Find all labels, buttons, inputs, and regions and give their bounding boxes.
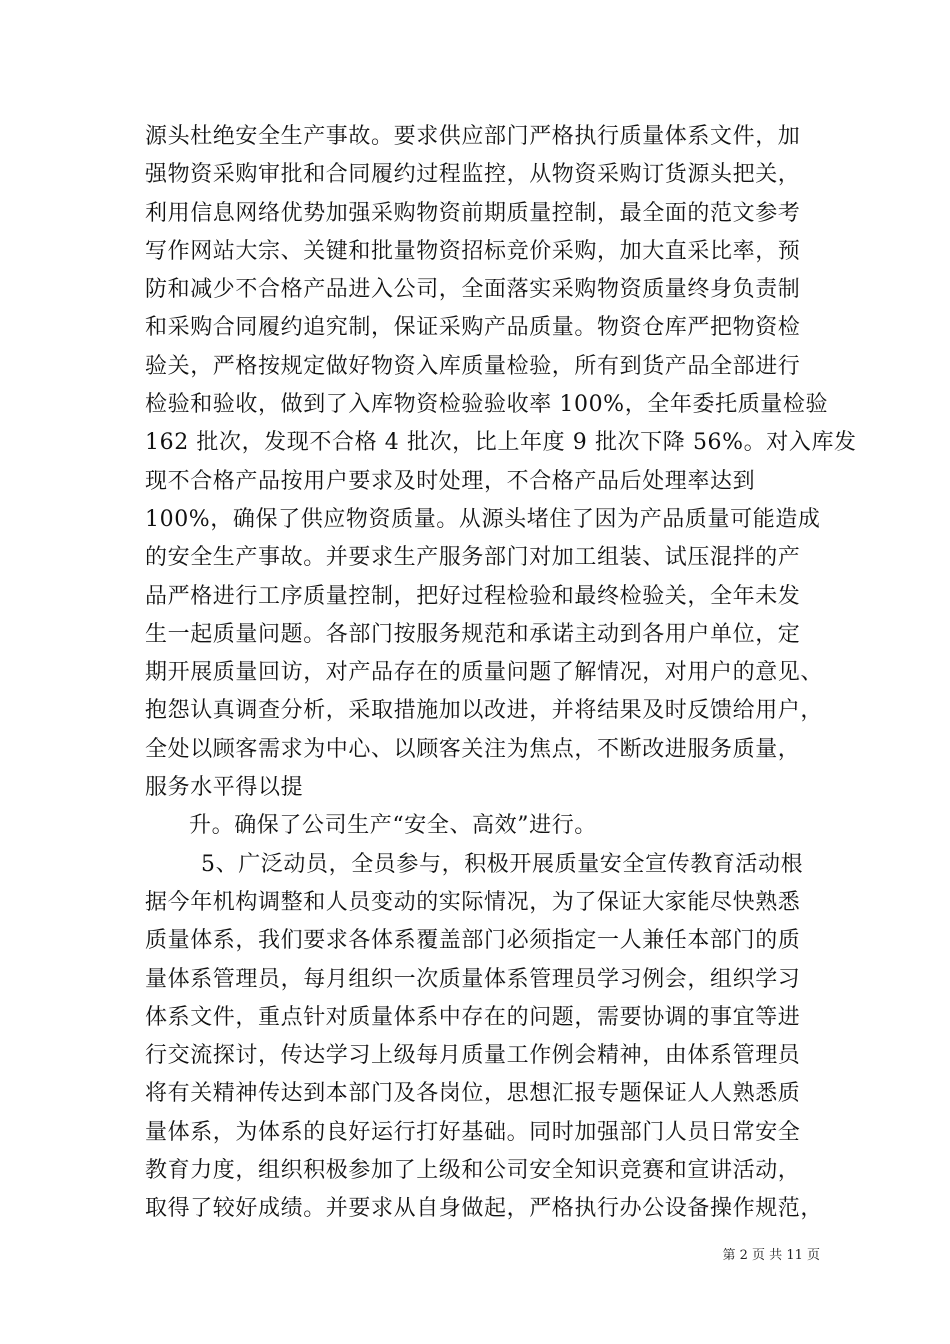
- text-line: 利用信息网络优势加强采购物资前期质量控制，最全面的范文参考: [145, 200, 801, 226]
- text-line: 验关，严格按规定做好物资入库质量检验，所有到货产品全部进行: [145, 353, 801, 379]
- document-body: [145, 118, 857, 1229]
- text-line: 量体系，为体系的良好运行打好基础。同时加强部门人员日常安全: [145, 1119, 801, 1145]
- text-line: 162 批次，发现不合格 4 批次，比上年度 9 批次下降 56%。对入库发: [145, 430, 857, 456]
- text-line: 行交流探讨，传达学习上级每月质量工作例会精神，由体系管理员: [145, 1043, 801, 1069]
- text-line: 品严格进行工序质量控制，把好过程检验和最终检验关，全年未发: [145, 583, 801, 609]
- page-number-footer: 第 2 页 共 11 页: [722, 1248, 820, 1263]
- text-line: 量体系管理员，每月组织一次质量体系管理员学习例会，组织学习: [145, 966, 801, 992]
- text-line: 抱怨认真调查分析，采取措施加以改进，并将结果及时反馈给用户，: [145, 698, 824, 724]
- text-line: 质量体系，我们要求各体系覆盖部门必须指定一人兼任本部门的质: [145, 928, 801, 954]
- text-line: 检验和验收，做到了入库物资检验验收率 100%，全年委托质量检验: [145, 392, 829, 418]
- text-line: 期开展质量回访，对产品存在的质量问题了解情况，对用户的意见、: [145, 660, 824, 686]
- text-line: 现不合格产品按用户要求及时处理，不合格产品后处理率达到: [145, 468, 756, 494]
- text-line: 体系文件，重点针对质量体系中存在的问题，需要协调的事宜等进: [145, 1004, 801, 1030]
- text-line: 和采购合同履约追究制，保证采购产品质量。物资仓库严把物资检: [145, 315, 801, 341]
- text-line: 据今年机构调整和人员变动的实际情况，为了保证大家能尽快熟悉: [145, 889, 801, 915]
- text-line: 生一起质量问题。各部门按服务规范和承诺主动到各用户单位，定: [145, 621, 801, 647]
- text-line: 取得了较好成绩。并要求从自身做起，严格执行办公设备操作规范，: [145, 1196, 824, 1222]
- text-line: 写作网站大宗、关键和批量物资招标竞价采购，加大直采比率，预: [145, 238, 801, 264]
- text-line: 强物资采购审批和合同履约过程监控，从物资采购订货源头把关，: [145, 162, 801, 188]
- text-line: 100%，确保了供应物资质量。从源头堵住了因为产品质量可能造成: [145, 506, 821, 532]
- text-line: 服务水平得以提: [145, 775, 304, 801]
- text-line: 升。确保了公司生产“安全、高效”进行。: [189, 813, 597, 839]
- text-line: 防和减少不合格产品进入公司，全面落实采购物资质量终身负责制: [145, 277, 801, 303]
- paragraph-start-line: 5、广泛动员，全员参与，积极开展质量安全宣传教育活动根: [201, 851, 804, 877]
- text-line: 的安全生产事故。并要求生产服务部门对加工组装、试压混拌的产: [145, 545, 801, 571]
- text-line: 全处以顾客需求为中心、以顾客关注为焦点，不断改进服务质量，: [145, 736, 801, 762]
- text-line: 教育力度，组织积极参加了上级和公司安全知识竞赛和宣讲活动，: [145, 1158, 801, 1184]
- text-line: 将有关精神传达到本部门及各岗位，思想汇报专题保证人人熟悉质: [145, 1081, 801, 1107]
- text-line: 源头杜绝安全生产事故。要求供应部门严格执行质量体系文件，加: [145, 124, 801, 149]
